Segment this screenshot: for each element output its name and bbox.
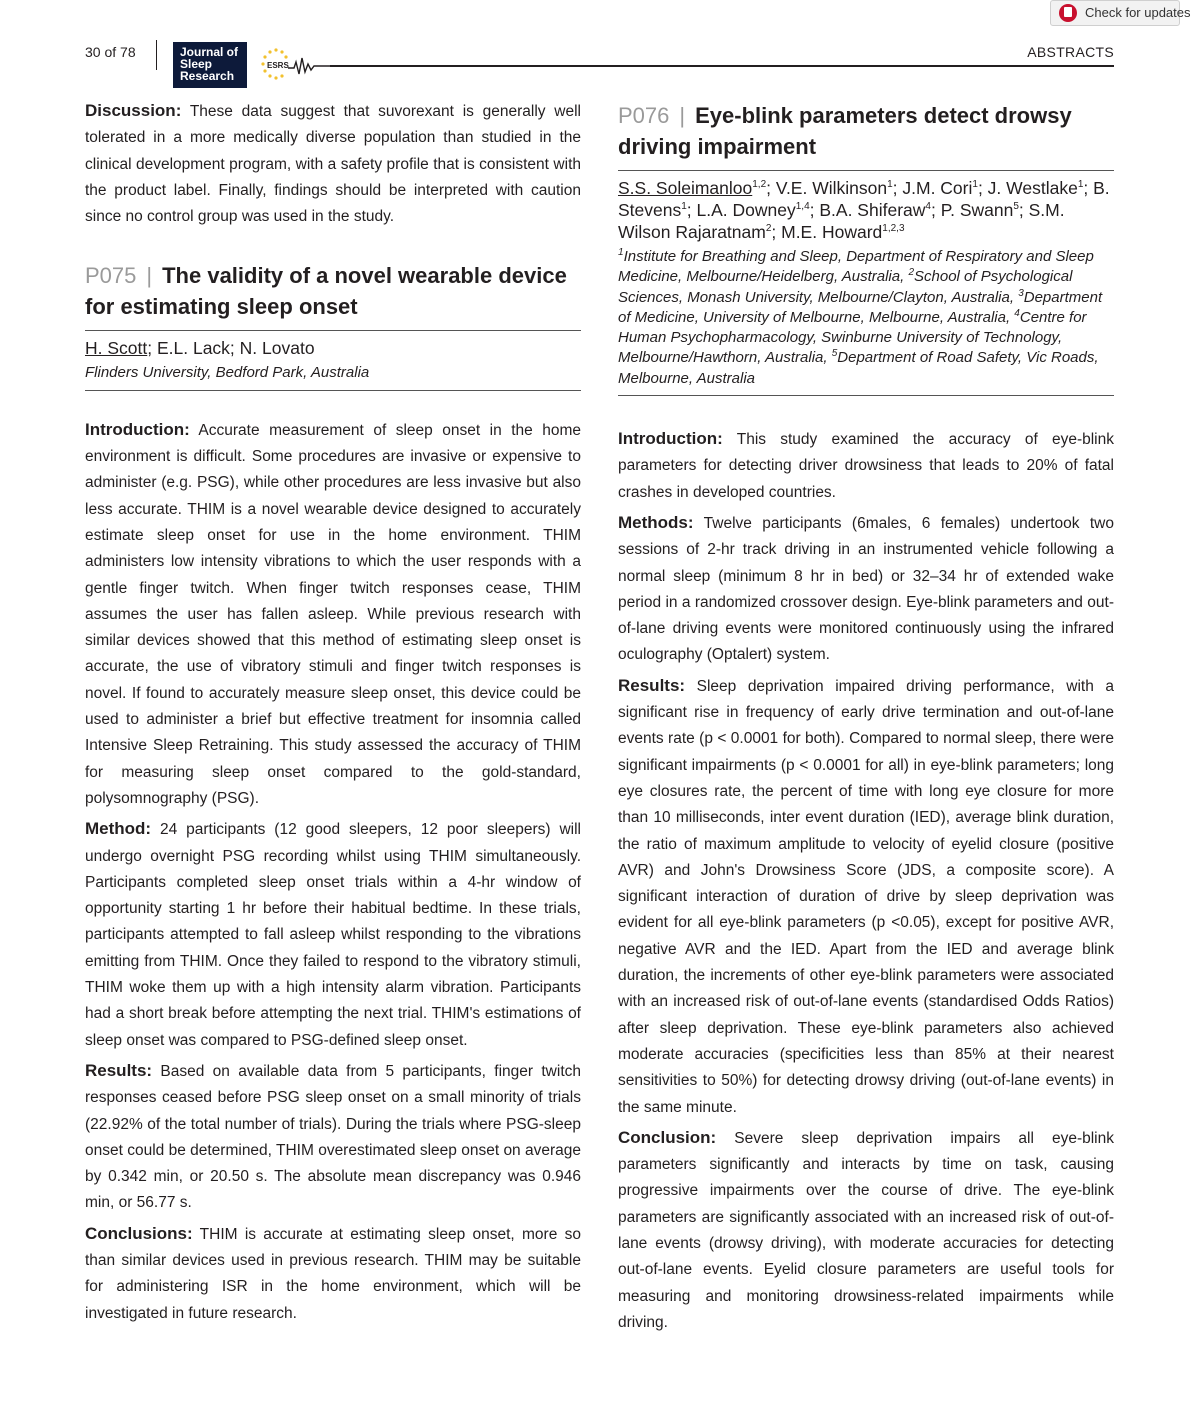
discussion-paragraph: Discussion: These data suggest that suvorexant is generally well tolerated in a more medically diverse population than studied in the clinical development program, with a safety profile that is consistent with the product label. Finally, findings should be interpreted with caution since no control group was used in the study. <box>85 101 581 226</box>
page-number: 30 of 78 <box>85 44 136 60</box>
affiliation: Flinders University, Bedford Park, Australia <box>85 364 370 382</box>
right-column <box>618 100 1114 1340</box>
abstract-title-p076: P076 | Eye-blink parameters detect drowsy driving impairment <box>618 103 1072 159</box>
esrs-logo-text: ESRS <box>267 61 289 70</box>
title-rule <box>85 330 581 331</box>
author-superscript: 2 <box>765 223 772 235</box>
affiliation-superscript: 3 <box>1018 287 1024 299</box>
author: ; L.A. Downey <box>686 200 796 220</box>
author-superscript: 1 <box>1077 179 1084 191</box>
author-superscript: 5 <box>1013 201 1019 213</box>
author: ; B. Stevens <box>618 178 1110 220</box>
check-for-updates-label: Check for updates <box>1085 5 1191 20</box>
methods-paragraph: Methods: Twelve participants (6males, 6 females) undertook two sessions of 2-hr track driving in an instrumented vehicle following a normal sleep (minimum 8 hr in bed) or 32–34 hr of extended wake period in a randomized crossover design. Eye-blink parameters and out-of-lane driving events were monitored continuously using the infrared oculography (Optalert) system. <box>618 512 1114 664</box>
conclusion-paragraph: Conclusion: Severe sleep deprivation impairs all eye-blink parameters significantly and interacts by time on task, causing progressive impairments over the course of drive. The eye-blink parameters are significantly associated with an increased risk of out-of-lane events (drowsy driving), with moderate accuracies for detecting out-of-lane events. Eyelid closure parameters are useful tools for measuring and monitoring drowsiness-related impairments while driving. <box>618 1127 1114 1331</box>
introduction-paragraph: Introduction: Accurate measurement of sleep onset in the home environment is difficult. Some procedures are invasive or expensive to administer (e.g. PSG), while other procedures are less invasive but also less accurate. THIM is a novel wearable device designed to accurately estimate sleep onset for use in the home environment. THIM administers low intensity vibrations to which the user responds with a gentle finger twitch. When finger twitch responses cease, THIM assumes the user has fallen asleep. While previous research with similar devices showed that this method of estimating sleep onset is accurate, the use of vibratory stimuli and finger twitch responses is novel. If found to accurately measure sleep onset, this device could be used to administer a brief but effective treatment for insomnia called Intensive Sleep Retraining. This study assessed the accuracy of THIM for measuring sleep onset compared to the gold-standard, polysomnography (PSG). <box>85 419 581 807</box>
esrs-stars-icon <box>254 46 330 82</box>
results-paragraph: Results: Sleep deprivation impaired driving performance, with a significant rise in frequency of early drive termination and out-of-lane events rate (p < 0.0001 for both). Compared to normal sleep, there were significant impairments (p < 0.0001 for all) in eye-blink parameters; long eye closures rate, the percent of time with long eye closure for more than 10 milliseconds, inter event duration (IED), average blink duration, the ratio of maximum amplitude to velocity of eyelid closure (positive AVR) and John's Drowsiness Score (JDS, a composite score). A significant interaction of duration of drive by sleep deprivation was evident for all eye-blink parameters (p <0.05), except for positive AVR, negative AVR and the IED. Apart from the IED and average blink duration, the increments of other eye-blink parameters were associated with an increased risk of out-of-lane events (standardised Odds Ratios) after sleep deprivation. These eye-blink parameters also achieved moderate accuracies (specificities less than 85% at their nearest sensitivities to 50%) for detecting drowsy driving (out-of-lane events) in the same minute. <box>618 675 1114 1116</box>
affiliation-text: Institute for Breathing and Sleep, Department of Respiratory and Sleep Medicine, Melbourne/Heidelberg, Australia, <box>618 248 1094 286</box>
abstract-title-text: The validity of a novel wearable device for estimating sleep onset <box>85 263 567 320</box>
affiliation-text: Department of Medicine, University of Melbourne, Melbourne, Australia, <box>618 288 1103 326</box>
affiliation-superscript: 2 <box>908 267 914 279</box>
author-superscript: 1 <box>972 179 978 191</box>
presenting-author: H. Scott <box>85 338 148 359</box>
section-label: ABSTRACTS <box>1027 44 1114 60</box>
page-header <box>0 0 1191 100</box>
results-paragraph: Results: Based on available data from 5 participants, finger twitch responses ceased before PSG sleep onset on a small minority of trials (22.92% of the total number of trials). During the trials where PSG-sleep onset could be determined, THIM overestimated sleep onset on average by 0.342 min, or 20.50 s. The absolute mean discrepancy was 0.946 min, or 56.77 s. <box>85 1060 581 1212</box>
author-superscript: 1 <box>887 179 893 191</box>
journal-logo <box>173 42 247 88</box>
author: ; J. Westlake <box>977 178 1078 198</box>
header-rule <box>330 65 1114 67</box>
journal-logo-line-3: Research <box>180 69 235 83</box>
author: ; M.E. Howard <box>771 222 883 242</box>
affiliation-text: Department of Road Safety, Vic Roads, Melbourne, Australia <box>618 349 1099 387</box>
method-paragraph: Method: 24 participants (12 good sleepers, 12 poor sleepers) will undergo overnight PSG recording whilst using THIM simultaneously. Participants completed sleep onset trials within a 4-hr window of opportunity starting 1 hr before their habitual bedtime. In these trials, participants attempted to fall asleep whilst responding to the vibrations emitting from THIM. Once they failed to respond to the vibratory stimuli, THIM woke them up with a high intensity alarm vibration. Participants had a short break before attempting the next trial. THIM's estimations of sleep onset was compared to PSG-defined sleep onset. <box>85 819 581 1049</box>
affiliation <box>618 247 1114 389</box>
abstract-id: P075 <box>85 263 137 289</box>
affiliation-text: Centre for Human Psychopharmacology, Swinburne University of Technology, Melbourne/Hawthorn, Australia, <box>618 308 1087 367</box>
author-list: H. Scott; E.L. Lack; N. Lovato <box>85 338 315 359</box>
abstract-title-p075: P075 | The validity of a novel wearable device for estimating sleep onset <box>85 263 567 320</box>
esrs-logo <box>254 46 330 82</box>
presenting-author: S.S. Soleimanloo <box>618 178 753 198</box>
author-superscript: 1 <box>681 201 687 213</box>
author-superscript: 1,4 <box>795 201 810 213</box>
title-rule <box>618 170 1114 171</box>
author: ; P. Swann <box>930 200 1014 220</box>
author-superscript: 1,2,3 <box>882 223 905 235</box>
crossmark-icon <box>1059 4 1077 22</box>
author-superscript: 4 <box>925 201 931 213</box>
affiliation-superscript: 5 <box>831 348 838 360</box>
header-divider <box>156 40 157 70</box>
affiliation-superscript: 4 <box>1014 307 1020 319</box>
affiliation-text: School of Psychological Sciences, Monash University, Melbourne/Clayton, Australia, <box>618 268 1073 306</box>
check-for-updates-button[interactable] <box>1050 0 1191 26</box>
author: ; V.E. Wilkinson <box>766 178 888 198</box>
left-column <box>85 98 581 1331</box>
author: ; B.A. Shiferaw <box>809 200 926 220</box>
conclusions-paragraph: Conclusions: THIM is accurate at estimating sleep onset, more so than similar devices used in previous research. THIM may be suitable for administering ISR in the home environment, which will be investigated in future research. <box>85 1223 581 1322</box>
abstract-title-text: Eye-blink parameters detect drowsy driving impairment <box>618 103 1072 159</box>
journal-logo-line-2: Sleep <box>180 57 213 71</box>
author: ; J.M. Cori <box>892 178 973 198</box>
affiliation-superscript: 1 <box>618 247 624 258</box>
journal-logo-line-1: Journal of <box>180 45 239 59</box>
abstract-id: P076 <box>618 103 670 128</box>
author: ; S.M. Wilson Rajaratnam <box>618 200 1065 242</box>
introduction-paragraph: Introduction: This study examined the accuracy of eye-blink parameters for detecting driver drowsiness that leads to 20% of fatal crashes in developed countries. <box>618 429 1114 501</box>
author-list <box>618 177 1114 243</box>
author-superscript: 1,2 <box>752 179 767 191</box>
